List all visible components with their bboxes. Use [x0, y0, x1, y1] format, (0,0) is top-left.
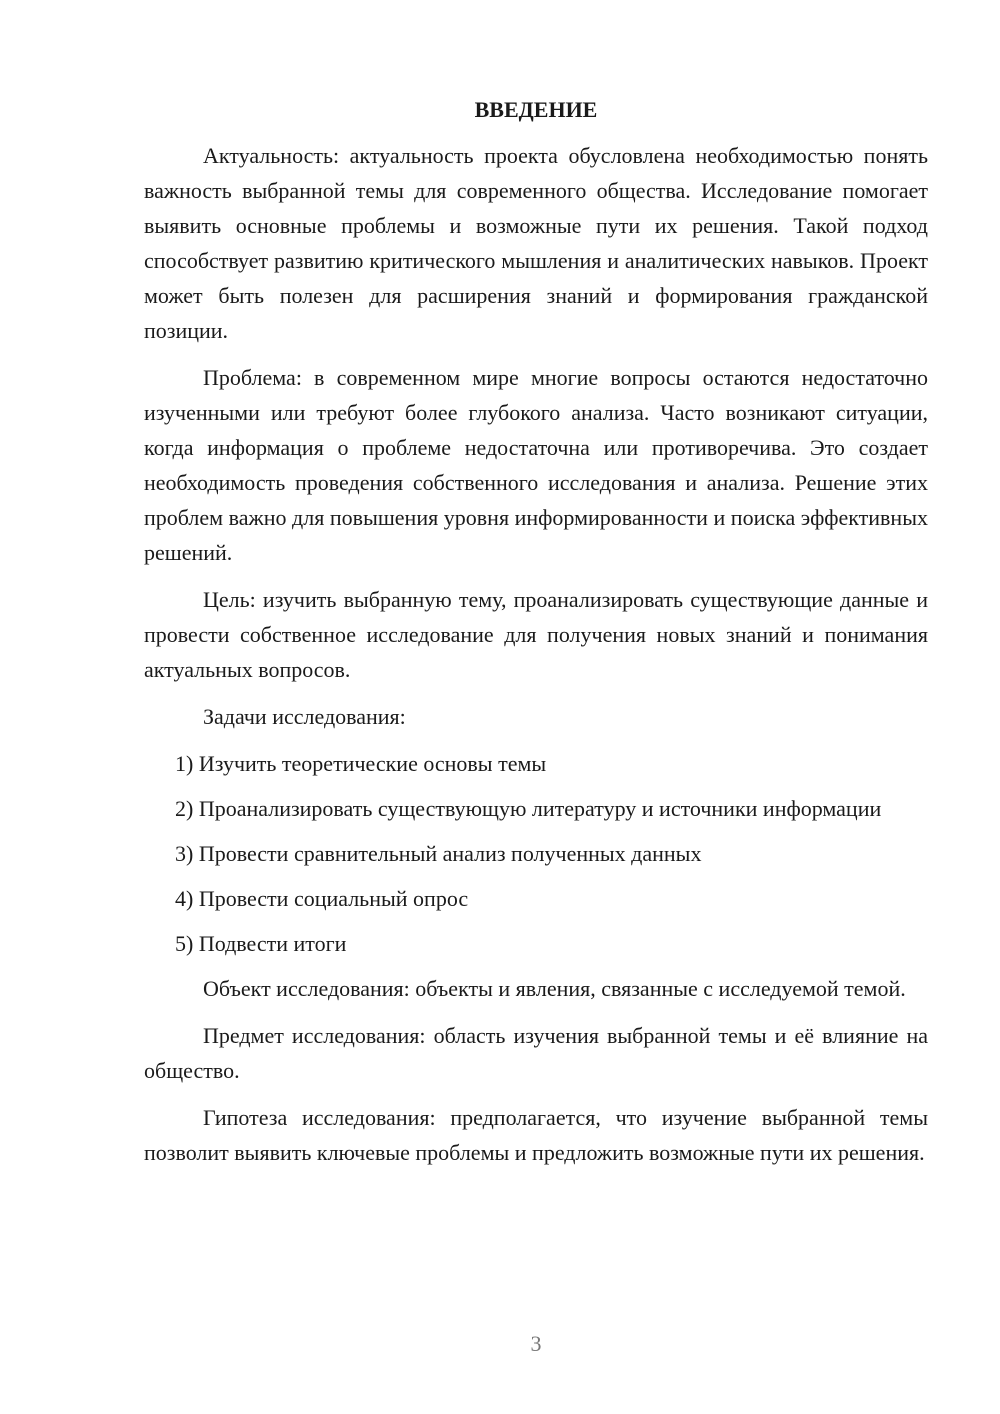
paragraph-relevance: Актуальность: актуальность проекта обусловлена необходимостью понять важность выбранной темы для современного общества. Исследование помогает выявить основные проблемы и возможные пути их решения. Такой подход способствует развитию критического мышления и аналитических навыков. Проект может быть полезен для расширения знаний и формирования гражданской позиции. [144, 143, 928, 343]
paragraph-goal: Цель: изучить выбранную тему, проанализировать существующие данные и провести собственное исследование для получения новых знаний и понимания актуальных вопросов. [144, 587, 928, 682]
tasks-heading: Задачи исследования: [203, 704, 406, 729]
list-item: 3) Провести сравнительный анализ полученных данных [175, 841, 702, 866]
tasks-list [144, 746, 928, 961]
list-item: 4) Провести социальный опрос [175, 886, 469, 911]
list-item: 1) Изучить теоретические основы темы [175, 751, 547, 776]
paragraph-subject: Предмет исследования: область изучения выбранной темы и её влияние на общество. [144, 1023, 928, 1083]
page-title: ВВЕДЕНИЕ [474, 97, 598, 122]
paragraph-hypothesis: Гипотеза исследования: предполагается, что изучение выбранной темы позволит выявить ключевые проблемы и предложить возможные пути их решения. [144, 1105, 928, 1165]
document-body [144, 92, 928, 1182]
page-number: 3 [530, 1331, 542, 1356]
list-item: 5) Подвести итоги [175, 931, 347, 956]
paragraph-object: Объект исследования: объекты и явления, связанные с исследуемой темой. [203, 976, 906, 1001]
list-item: 2) Проанализировать существующую литературу и источники информации [175, 796, 882, 821]
paragraph-problem: Проблема: в современном мире многие вопросы остаются недостаточно изученными или требуют более глубокого анализа. Часто возникают ситуации, когда информация о проблеме недостаточна или противоречива. Это создает необходимость проведения собственного исследования и анализа. Решение этих проблем важно для повышения уровня информированности и поиска эффективных решений. [144, 365, 928, 565]
